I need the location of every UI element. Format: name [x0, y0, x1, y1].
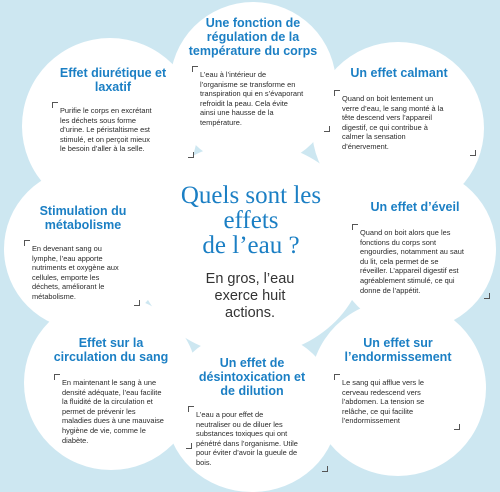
text-line: pour éviter d’avoir la gueule de	[196, 448, 298, 458]
card-title-line: métabolisme	[44, 218, 122, 232]
text-line: déchets, améliorant le	[32, 282, 105, 292]
text-line: réveiller. L’appareil digestif est	[360, 266, 459, 276]
card-text	[352, 224, 490, 299]
text-line: tête descend vers l’appareil	[342, 113, 432, 123]
main-subtitle-line2: exerce huit	[214, 288, 286, 304]
card-title-line: Un effet de	[219, 356, 285, 370]
card-text	[188, 406, 328, 472]
text-line: Quand on boit alors que les	[360, 228, 451, 237]
text-line: hygiène de vie, comme le	[62, 425, 146, 435]
text-line: la fluidité de la circulation et	[62, 397, 153, 407]
text-line: Purifie le corps en excrétant	[60, 106, 152, 115]
card-title	[22, 204, 144, 232]
text-line: En devenant sang ou	[32, 244, 102, 253]
text-line: l’endormissement	[342, 416, 400, 426]
card-title	[44, 336, 178, 364]
card-text	[192, 66, 330, 132]
card-text	[334, 374, 460, 430]
card-diuretique	[46, 66, 180, 158]
text-line: d’urine. Le péristaltisme est	[60, 125, 150, 135]
text-line: densité adéquate, l’eau facilite	[62, 387, 162, 397]
text-line: d’énervement.	[342, 141, 389, 151]
main-title	[148, 183, 354, 258]
text-line: neutraliser ou de diluer les	[196, 419, 283, 429]
card-circulation	[44, 336, 178, 449]
text-line: température.	[200, 117, 242, 127]
main-title-line2: effets	[223, 207, 279, 234]
card-title-line: Une fonction de	[205, 16, 301, 30]
card-title-line: de dilution	[220, 384, 284, 398]
card-title-line: régulation de la	[206, 30, 300, 44]
card-metabolisme	[22, 204, 144, 306]
card-title-line: Effet sur la	[78, 336, 144, 350]
main-subtitle-line3: actions.	[225, 305, 275, 321]
text-line: nutriments et oxygène aux	[32, 263, 119, 273]
card-title	[330, 336, 466, 364]
main-subtitle-line1: En gros, l’eau	[205, 271, 295, 287]
card-title	[186, 16, 320, 58]
text-line: Le sang qui afflue vers le	[342, 378, 425, 387]
text-line: du lit, cela permet de se	[360, 256, 439, 266]
card-title	[330, 66, 468, 80]
text-line: engourdies, notamment au saut	[360, 247, 464, 257]
card-title	[350, 200, 480, 214]
text-line: lymphe, l’eau apporte	[32, 253, 103, 263]
card-title	[46, 66, 180, 94]
text-line: substances toxiques qui ont	[196, 429, 288, 439]
card-calmant	[330, 66, 468, 156]
card-text	[52, 102, 194, 158]
text-line: verre d’eau, le sang monté à la	[342, 103, 444, 113]
text-line: diabète.	[62, 435, 89, 445]
text-line: l’organisme se transforme en	[200, 79, 296, 89]
main-subtitle	[160, 271, 340, 322]
text-line: Quand on boit lentement un	[342, 94, 434, 103]
text-line: les déchets sous forme	[60, 115, 136, 125]
card-title	[186, 356, 318, 398]
text-line: cellules, emporte les	[32, 272, 100, 282]
text-line: En maintenant le sang à une	[62, 378, 157, 387]
text-line: donne de l’appétit.	[360, 285, 421, 295]
card-title-line: Un effet calmant	[350, 66, 448, 80]
text-line: l’abdomen. La tension se	[342, 397, 425, 407]
text-line: cerveau redescend vers	[342, 387, 421, 397]
card-eveil	[350, 200, 480, 299]
card-title-line: désintoxication et	[198, 370, 306, 384]
text-line: transpiration qui en s’évaporant	[200, 89, 304, 99]
card-desintoxication	[186, 356, 318, 472]
main-title-line1: Quels sont les	[180, 182, 322, 209]
text-line: L’eau à l’intérieur de	[200, 70, 267, 79]
text-line: permet de prévenir les	[62, 406, 136, 416]
text-line: refroidit la peau. Cela évite	[200, 98, 288, 108]
text-line: maladies dues à une mauvaise	[62, 416, 164, 426]
card-text	[334, 90, 476, 156]
text-line: L’eau a pour effet de	[196, 410, 264, 419]
card-text	[54, 374, 192, 449]
text-line: agréablement stimulé, ce qui	[360, 275, 455, 285]
card-title-line: laxatif	[94, 80, 132, 94]
text-line: calmer la sensation	[342, 132, 406, 142]
main-title-line3: de l’eau ?	[202, 232, 300, 259]
card-title-line: circulation du sang	[53, 350, 169, 364]
card-title-line: Effet diurétique et	[59, 66, 167, 80]
text-line: pénétré dans l’organisme. Utile	[196, 438, 298, 448]
card-title-line: Stimulation du	[39, 204, 127, 218]
card-title-line: Un effet d’éveil	[370, 200, 460, 214]
card-title-line: Un effet sur	[363, 336, 433, 350]
card-temperature	[186, 16, 320, 132]
text-line: le besoin d’aller à la selle.	[60, 144, 145, 154]
text-line: bois.	[196, 457, 212, 467]
card-text	[24, 240, 140, 306]
text-line: relâche, ce qui facilite	[342, 406, 414, 416]
text-line: ainsi une hausse de la	[200, 108, 274, 118]
card-title-line: température du corps	[188, 44, 318, 58]
text-line: stimulé, et on perçoit mieux	[60, 134, 150, 144]
card-title-line: l’endormissement	[344, 350, 452, 364]
text-line: digestif, ce qui contribue à	[342, 122, 428, 132]
text-line: fonctions du corps sont	[360, 237, 437, 247]
card-endormissement	[330, 336, 466, 430]
text-line: métabolisme.	[32, 291, 76, 301]
